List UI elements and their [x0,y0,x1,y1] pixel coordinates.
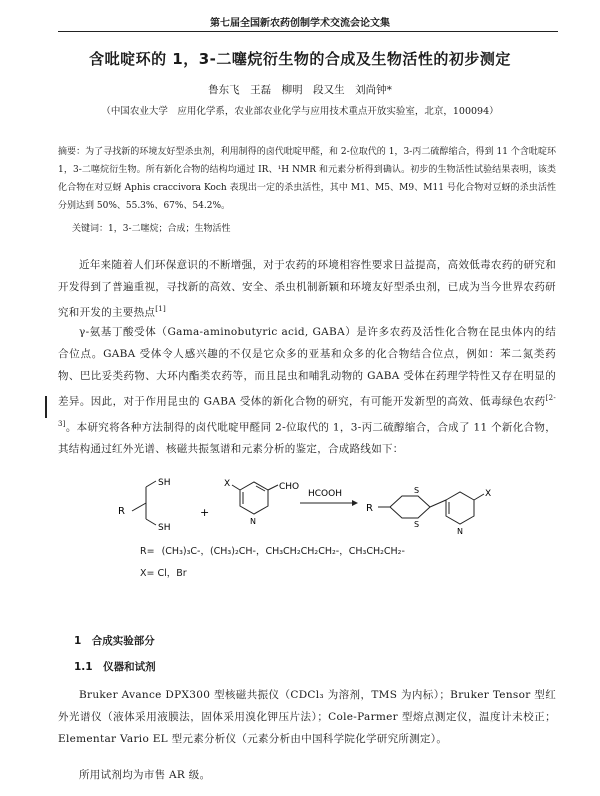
dithiane-ring [378,496,446,518]
header-rule [58,31,558,32]
abstract: 摘要：为了寻找新的环境友好型杀虫剂，利用制得的卤代吡啶甲醛，和 2-位取代的 1，3-丙二硫醇缩合，得到 11 个含吡啶环 1，3-二噻烷衍生物。所有新化合物的结构均通过 IR、¹H NMR 和元素分析得到确认。初步的生物活性试验结果表明，该类化合物在对豆蚜 Aphis craccivora Koch 表现出一定的杀虫活性，其中 M1、M5、M9、M11 号化合物对豆蚜的杀虫活性分别达到 50%、55.3%、67%、54.2%。 [58,147,556,211]
intro-paragraph-2a-text: γ-氨基丁酸受体（Gama-aminobutyric acid, GABA）是许多农药及活性化合物在昆虫体内的结合位点。GABA 受体令人感兴趣的不仅是它众多的亚基和众多的化合物结合位点，例如：苯二氮类药物、巴比妥类药物、大环内酯类农药等，而且昆虫和哺乳动物的 GABA 受体在药理学特性又存在明显的差异。因此，对于作用昆虫的 GABA 受体的新化合物的研究，有可能开发新型的高效、低毒绿色农药 [58,326,556,408]
x-group-definitions: X= Cl，Br [140,568,187,579]
n-label-reactant: N [250,517,256,526]
running-head: 第七届全国新农药创制学术交流会论文集 [210,18,390,29]
instruments-paragraph: Bruker Avance DPX300 型核磁共振仪（CDCl₃ 为溶剂，TMS 为内标）；Bruker Tensor 型红外光谱仪（液体采用液膜法，固体采用溴化钾压片法）；Cole-Parmer 型熔点测定仪，温度计未校正；Elementar Vario EL 型元素分析仪（元素分析由中国科学院化学研究所测定）。 [58,689,556,745]
authors: 鲁东飞 王磊 柳明 段又生 刘尚钟* [208,84,392,96]
sh-label-top: SH [158,478,171,488]
s-label-top: S [414,486,420,495]
affiliation: （中国农业大学 应用化学系，农业部农业化学与应用技术重点开放实验室，北京，100094） [101,106,499,117]
scheme-drawing [100,476,540,546]
intro-paragraph-2b-text: 。本研究将各种方法制得的卤代吡啶甲醛同 2-位取代的 1，3-丙二硫醇缩合，合成了 11 个新化合物，其结构通过红外光谱、核磁共振氢谱和元素分析的鉴定，合成路线如下： [58,421,556,455]
x-label-reactant: X [224,479,231,489]
sh-label-bottom: SH [158,523,171,533]
intro-paragraph-1-text: 近年来随着人们环保意识的不断增强，对于农药的环境相容性要求日益提高，高效低毒农药的研究和开发得到了普遍重视，寻找新的高效、安全、杀虫机制新颖和环境友好型杀虫剂，已成为当今世界农药研究和开发的主要热点 [58,259,556,319]
intro-paragraph-1 [58,254,556,324]
change-bar [45,396,47,418]
r-label-product: R [366,503,373,514]
section-heading-1-1: 1.1 仪器和试剂 [74,661,156,673]
x-label-product: X [485,489,492,499]
r-label: R [118,506,125,517]
pyridine-ring [232,482,278,514]
citation-2-3: [2-3] [58,394,556,428]
intro-paragraph-2 [58,321,556,460]
keywords: 关键词：1，3-二噻烷；合成；生物活性 [72,224,231,234]
citation-1: [1] [155,305,167,313]
reagent-label: HCOOH [308,489,342,499]
pyridine-ring-product [446,492,484,524]
plus-sign: + [200,506,210,519]
section-heading-1: 1 合成实验部分 [74,635,155,647]
paper-title: 含吡啶环的 1，3-二噻烷衍生物的合成及生物活性的初步测定 [89,50,511,68]
synthesis-scheme [100,476,540,606]
n-label-product: N [457,527,463,536]
cho-label: CHO [279,482,300,492]
r-group-definitions: R= (CH₃)₃C-，(CH₃)₂CH-，CH₃CH₂CH₂CH₂-，CH₃CH₂CH₂- [140,546,405,557]
reagents-paragraph: 所用试剂均为市售 AR 级。 [79,769,211,781]
s-label-bottom: S [414,520,420,529]
